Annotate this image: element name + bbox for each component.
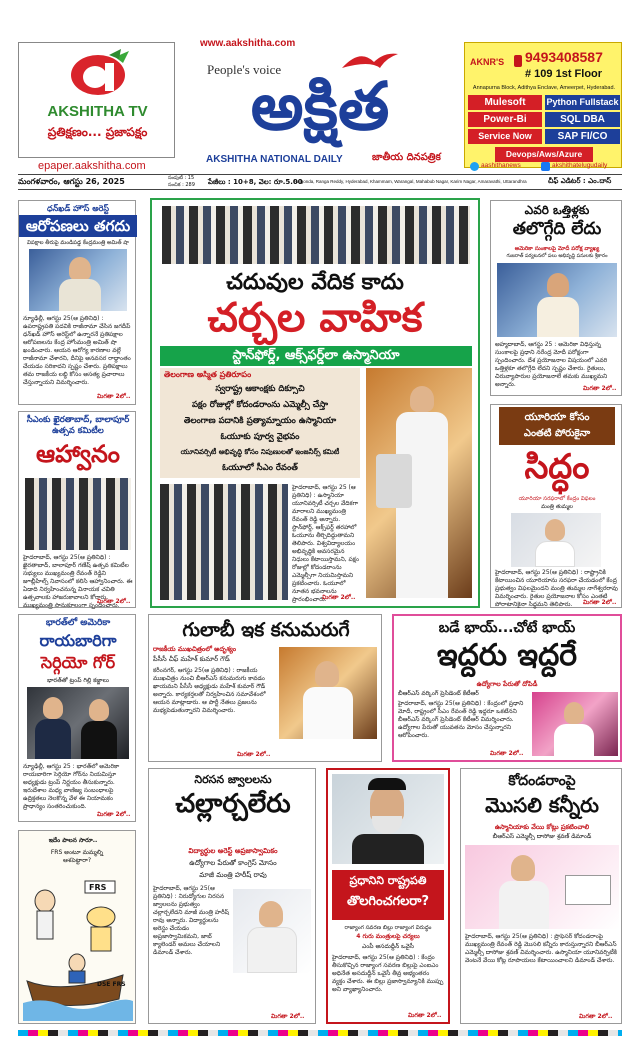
story-body: హైదరాబాద్, ఆగస్టు 25(ఆ ప్రతినిధి) : ప్రొఫెసర్ కోదండరాంపై ముఖ్యమంత్రి రేవంత్ రెడ్డి మొసలి కన్నీరు కారుస్తున్నారని బీఆర్ఎస్ ఎమ్మెల్సీ దాసోజు శ్రవణ్ విమర్శించారు. ఉస్మానియా యూనివర్సిటీకి వెంటనే వేయి కోట్ల రూపాయలు కేటాయించాలని డిమాండ్ చేశారు. bbox=[465, 933, 618, 964]
story-sub: గుజరాత్ పర్యటనలో పలు అభివృద్ధి పనులకు శ్రీకారం bbox=[506, 253, 608, 259]
cm-revanth-photo bbox=[366, 368, 472, 598]
bottom-left-story[interactable] bbox=[148, 768, 316, 1024]
story-sub: రాజకీయ ముఖచిత్రంలో అదృశ్యం bbox=[153, 645, 237, 653]
left-story-3[interactable] bbox=[18, 614, 136, 822]
ad-course-last: Devops/Aws/Azure bbox=[495, 147, 593, 162]
left-story-2[interactable] bbox=[18, 411, 136, 608]
bottom-right-story[interactable] bbox=[460, 768, 622, 1024]
course-ad[interactable] bbox=[464, 42, 622, 168]
continued-link[interactable]: మిగతా 2లో.. bbox=[322, 594, 356, 601]
story-kicker: ఎంతటి పోరుకైనా bbox=[523, 428, 591, 439]
story-kicker: ధన్‌ఖడ్ హౌస్ అరెస్ట్ bbox=[47, 204, 109, 213]
cartoon-drawing bbox=[23, 871, 133, 1021]
lead-point: యూనివర్సిటీ అభివృద్ధి కోసం నిపుణులతో ఇంజనీర్స్ కమిటీ bbox=[180, 448, 340, 456]
story-sub: భారత్‌తో ట్రంప్ గిల్లి కజ్జాలు bbox=[47, 677, 109, 684]
slogan: People's voice bbox=[207, 62, 282, 77]
story-sub: యూరియా సరఫరాలో కేంద్రం విఫలం bbox=[518, 496, 596, 502]
story-headline: ఆహ్వానం bbox=[36, 440, 120, 468]
owaisi-photo bbox=[332, 774, 444, 864]
ad-course: Mulesoft bbox=[468, 95, 542, 110]
story-body: న్యూఢిల్లీ, ఆగస్టు 25(ఆ ప్రతినిధి) : ఉపరాష్ట్రపతి పదవికి రాజీనామా చేసిన జగదీప్ ధన్‌ఖడ్ హౌస్ అరెస్ట్‌లో ఉన్నారనే ప్రతిపక్షాల ఆరోపణలను కేంద్ర హోంమంత్రి అమిత్ షా ఖండించారు. ఆయన ఆరోగ్య కారణాల వల్లే రాజీనామా చేశారని, దీనిపై అనవసర రాద్ధాంతం చేయడం సరికాదని స్పష్టం చేశారు. ప్రతిపక్షాలు తమ రాజకీయ లబ్ధి కోసం అసత్య ప్రచారాలు చేస్తున్నాయని విమర్శించారు. bbox=[23, 315, 131, 386]
continued-link[interactable]: మిగతా 2లో.. bbox=[237, 751, 271, 758]
sravan-photo bbox=[465, 845, 619, 929]
story-headline: తలొగ్గేది లేదు bbox=[512, 219, 602, 239]
story-body: హైదరాబాద్, ఆగస్టు 25(ఆ ప్రతినిధి) : ఖైరతాబాద్, బాలాపూర్ గణేష్ ఉత్సవ కమిటీల సభ్యులు ముఖ్యమంత్రి రేవంత్ రెడ్డిని జూబ్లీహిల్స్ నివాసంలో కలిసి ఆహ్వానించారు. ఈ ఏడాది నిర్వహించనున్న వినాయక చవితి ఉత్సవాలకు హాజరుకావాలని కోరారు. ముఖ్యమంత్రి సానుకూలంగా స్పందించారు. bbox=[23, 554, 133, 609]
story-sub: మంత్రి తుమ్మల bbox=[541, 504, 573, 510]
lead-point: తెలంగాణ పదానికి ప్రత్యామ్నాయం ఉస్మానియా bbox=[183, 416, 337, 426]
story-body: కరీంనగర్, ఆగస్టు 25(ఆ ప్రతినిధి) : రాజకీయ ముఖచిత్రం నుంచి బీఆర్ఎస్ కనుమరుగు కావడం ఖాయమని పీసీసీ అధ్యక్షుడు మహేశ్ కుమార్ గౌడ్ అన్నారు. కార్యకర్తలతో నిర్వహించిన సమావేశంలో ఆయన మాట్లాడారు. ఆ పార్టీ నేతలు ప్రజలను మభ్యపెడుతున్నారని విమర్శించారు. bbox=[153, 667, 266, 714]
ad-course: Python Fullstack bbox=[545, 95, 620, 110]
lead-points-box bbox=[160, 368, 360, 478]
continued-link[interactable]: మిగతా 2లో.. bbox=[583, 599, 617, 606]
story-headline: ఇద్దరు ఇద్దరే bbox=[436, 638, 578, 673]
lead-point: ఓయూకు పూర్వ వైభవం bbox=[220, 432, 300, 442]
bottom-mid-story[interactable] bbox=[326, 768, 450, 1024]
story-headline: సిద్ధం bbox=[524, 447, 590, 487]
story-sub: విద్యార్థుల అరెస్ట్ అప్రజాస్వామికం bbox=[188, 847, 278, 855]
lead-kicker: తెలంగాణ అస్మిత ప్రతిరూపం bbox=[164, 370, 252, 379]
tv-name: AKSHITHA TV bbox=[47, 103, 148, 120]
story-body: హైదరాబాద్, ఆగస్టు 25(ఆ ప్రతినిధి) : కేంద్రంలో ప్రధాని మోదీ, రాష్ట్రంలో సీఎం రేవంత్ రెడ్డి ఇద్దరూ ఒకటేనని బీఆర్ఎస్ వర్కింగ్ ప్రెసిడెంట్ కేటీఆర్ విమర్శించారు. ఉద్యోగాల పేరుతో యువతను మోసం చేస్తున్నారని ఆరోపించారు. bbox=[398, 700, 524, 739]
editor-name: చీఫ్ ఎడిటర్ : ఎం.దాస్ bbox=[548, 177, 612, 185]
mid-right-story[interactable] bbox=[392, 614, 622, 762]
story-body: హైదరాబాద్, ఆగస్టు 25(ఆ ప్రతినిధి) : నిరుద్యోగుల నిరసన జ్వాలలను ప్రభుత్వం చల్లార్చలేదని మాజీ మంత్రి హరీష్ రావు అన్నారు. విద్యార్థులను అరెస్టు చేయడం అప్రజాస్వామికమని, జాబ్ క్యాలెండర్ అమలు చేయాలని డిమాండ్ చేశారు. bbox=[153, 885, 229, 956]
continued-link[interactable]: మిగతా 2లో.. bbox=[408, 1012, 442, 1019]
info-bar bbox=[18, 174, 622, 190]
tv-logo-box bbox=[18, 42, 175, 158]
epaper-url[interactable]: epaper.aakshitha.com bbox=[38, 160, 146, 172]
cartoon-boat-label: DSE FRS bbox=[97, 981, 126, 988]
tummala-photo bbox=[511, 513, 601, 567]
story-headline: చల్లార్చలేరు bbox=[175, 789, 291, 819]
story-body: న్యూఢిల్లీ, ఆగస్టు 25 : భారత్‌లో అమెరికా రాయబారిగా సెర్గియో గోర్‌ను నియమిస్తూ అధ్యక్షుడు ట్రంప్ నిర్ణయం తీసుకున్నారు. ఇరుదేశాల మధ్య వాణిజ్య సంబంధాలపై ఉద్రిక్తతలు నెలకొన్న వేళ ఈ నియామకం ప్రాధాన్యం సంతరించుకుంది. bbox=[23, 763, 120, 810]
story-sub: 4 గురు మంత్రులపై చర్యలు bbox=[356, 933, 420, 940]
story-headline: ప్రధానిని రాష్ట్రపతి bbox=[349, 874, 427, 887]
paper-english-name: AKSHITHA NATIONAL DAILY bbox=[206, 154, 343, 165]
story-headline: మొసలి కన్నీరు bbox=[485, 793, 599, 817]
continued-link[interactable]: మిగతా 2లో.. bbox=[579, 1013, 613, 1020]
story-kicker: నిరసన జ్వాలలను bbox=[194, 773, 272, 786]
story-headline: రాయబారిగా bbox=[39, 631, 117, 650]
tv-logo-icon bbox=[63, 49, 133, 99]
website-url[interactable]: www.aakshitha.com bbox=[200, 38, 296, 49]
cartoon-bubble: ఇదేం పాలన సారూ.. bbox=[48, 837, 98, 844]
story-sub: పీసీసీ చీఫ్ మహేశ్ కుమార్ గౌడ్ bbox=[153, 655, 230, 663]
left-story-1[interactable] bbox=[18, 200, 136, 405]
story-sub: విపక్షాల తీరుపై మండిపడ్డ కేంద్రమంత్రి అమిత్ షా bbox=[27, 240, 129, 246]
story-kicker: బడే భాయ్...చోటే భాయ్ bbox=[438, 620, 576, 636]
story-kicker-badge bbox=[499, 407, 615, 445]
lead-point: ఓయూలో సీఎం రేవంత్ bbox=[222, 463, 298, 473]
story-kicker: యూరియా కోసం bbox=[524, 412, 590, 423]
story-kicker: సీఎంకు ఖైరతాబాద్, బాలాపూర్ ఉత్సవ కమిటీల bbox=[26, 415, 130, 436]
tv-tagline: ప్రతిక్షణం... ప్రజాపక్షం bbox=[47, 125, 148, 139]
story-sub: మాజీ మంత్రి హరీష్ రావు bbox=[199, 871, 267, 879]
story-kicker: భారత్‌లో అమెరికా bbox=[45, 618, 111, 628]
phone-icon bbox=[513, 52, 523, 64]
paper-telugu-sub: జాతీయ దినపత్రిక bbox=[372, 152, 441, 163]
lead-point: స్వరాష్ట్ర ఆకాంక్షకు దిక్సూచి bbox=[215, 384, 305, 394]
cartoon-box bbox=[18, 830, 136, 1024]
cartoon-bubble: FRS అంటూ మమ్మల్ని ఆశపెట్టారా? bbox=[50, 849, 104, 864]
story-headline: ఆరోపణలు తగదు bbox=[19, 215, 137, 237]
continued-link[interactable]: మిగతా 2లో.. bbox=[97, 598, 131, 605]
story-headline: సెర్గియో గోర్ bbox=[40, 653, 116, 672]
continued-link[interactable]: మిగతా 2లో.. bbox=[583, 385, 617, 392]
continued-link[interactable]: మిగతా 2లో.. bbox=[97, 393, 131, 400]
mid-left-story[interactable] bbox=[148, 614, 382, 762]
continued-link[interactable]: మిగతా 2లో.. bbox=[97, 811, 131, 818]
trump-gor-photo bbox=[27, 687, 129, 759]
lead-point: పక్షం రోజుల్లో కోదండరాంను ఎమ్మెల్సీ చేస్తా bbox=[191, 400, 329, 410]
story-sub: రాజ్యాంగ సవరణ బిల్లు రాజ్యాంగ విరుద్ధం bbox=[344, 925, 432, 931]
ad-course: Service Now bbox=[468, 129, 542, 144]
volume-no: సంపుటి : 15 bbox=[168, 175, 195, 181]
story-sub: ఉస్మానియాకు వేయి కోట్లు ప్రకటించాలి bbox=[494, 823, 590, 831]
story-sub: ఉద్యోగాల పేరుతో కాంగ్రెస్ మోసం bbox=[189, 859, 277, 867]
story-body: అహ్మదాబాద్, ఆగస్టు 25 : అమెరికా విధిస్తున్న సుంకాలపై ప్రధాని నరేంద్ర మోదీ పరోక్షంగా స్పందించారు. దేశ ప్రయోజనాల విషయంలో ఎవరి ఒత్తిళ్లకూ తలొగ్గేది లేదని స్పష్టం చేశారు. రైతులు, చిరువ్యాపారుల ప్రయోజనాలే తమకు ముఖ్యమని అన్నారు. bbox=[495, 341, 608, 388]
continued-link[interactable]: మిగతా 2లో.. bbox=[490, 750, 524, 757]
issue-date: మంగళవారం, ఆగస్టు 26, 2025 bbox=[18, 177, 125, 186]
lead-headline-large: చర్చల వాహిక bbox=[207, 295, 423, 341]
color-strip bbox=[18, 1030, 622, 1036]
right-story-2[interactable] bbox=[490, 404, 622, 608]
story-headline: తొలగించగలరా? bbox=[346, 894, 430, 909]
twitter-icon[interactable] bbox=[470, 162, 479, 171]
lead-banner: స్టాన్‌ఫోర్డ్, ఆక్స్‌ఫర్డ్‌లా ఉస్మానియా bbox=[160, 346, 472, 366]
pages-price: పేజీలు : 10+8, వెల: రూ.5.00 bbox=[208, 178, 303, 186]
story-sub: ఉద్యోగాల పేరుతో దోపిడీ bbox=[476, 680, 538, 688]
facebook-handle[interactable]: akshithatelugudaily bbox=[552, 162, 608, 169]
issue-no: సంచిక : 289 bbox=[168, 182, 195, 188]
story-sub: ఎంపీ అసదుద్దీన్ ఒవైసీ bbox=[361, 943, 415, 950]
lead-headline-small: చదువుల వేదిక కాదు bbox=[226, 270, 404, 295]
story-sub: బీఆర్ఎస్ వర్కింగ్ ప్రెసిడెంట్ కేటీఆర్ bbox=[398, 690, 479, 697]
ad-address2: Annapurna Block, Adithya Enclave, Ameerpet, Hyderabad. bbox=[472, 85, 616, 91]
lead-top-photo bbox=[162, 206, 470, 264]
story-headline-box bbox=[332, 870, 444, 920]
modi-photo bbox=[497, 263, 617, 337]
story-sub: బీఆర్ఎస్ ఎమ్మెల్సీ దాసోజు శ్రవణ్ డిమాండ్ bbox=[492, 833, 592, 840]
ad-brand: AKNR'S bbox=[470, 57, 505, 67]
ad-course: SQL DBA bbox=[545, 112, 620, 127]
right-story-1[interactable] bbox=[490, 200, 622, 396]
story-sub: అమెరికా సుంకాలపై మోదీ పరోక్ష వ్యాఖ్య bbox=[514, 246, 600, 252]
story-kicker: ఎవరి ఒత్తిళ్లకు bbox=[524, 203, 590, 217]
ad-phone: 9493408587 bbox=[525, 49, 603, 65]
cartoon-sign: FRS bbox=[89, 883, 107, 892]
ganesh-committee-photo bbox=[25, 478, 131, 550]
lead-event-photo bbox=[160, 484, 288, 600]
lead-body: హైదరాబాద్, ఆగస్టు 25 (ఆ ప్రతినిధి) : ఉస్మానియా యూనివర్సిటీ చర్చల వేదికగా మారాలని ముఖ్యమంత్రి రేవంత్ రెడ్డి అన్నారు. స్టాన్‌ఫోర్డ్, ఆక్స్‌ఫర్డ్ తరహాలో ఓయూను తీర్చిదిద్దుతామని తెలిపారు. విశ్వవిద్యాలయం అభివృద్ధికి అవసరమైన నిధులు కేటాయిస్తామని, పక్షం రోజుల్లో కోదండరాంను ఎమ్మెల్సీగా నియమిస్తామని ప్రకటించారు. ఓయూలో నూతన భవనాలను ప్రారంభించారు. bbox=[292, 484, 359, 603]
story-kicker: కోదండరాంపై bbox=[508, 773, 576, 789]
paper-logo: అక్షిత bbox=[250, 68, 390, 145]
ad-course: Power-Bi bbox=[468, 112, 542, 127]
twitter-handle[interactable]: aashithanews bbox=[481, 162, 521, 169]
ktr-photo bbox=[532, 692, 618, 756]
editions: Nalgonda, Ranga Reddy, Hyderabad, Khammam, Warangal, Mahabub Nagar, Karim Nagar, Amaravathi, Uttarandhra bbox=[294, 179, 527, 184]
harish-rao-photo bbox=[233, 889, 311, 973]
mahesh-goud-photo bbox=[279, 647, 377, 739]
facebook-icon[interactable] bbox=[541, 162, 550, 171]
story-body: హైదరాబాద్, ఆగస్టు 25(ఆ ప్రతినిధి) : రాష్ట్రానికి కేటాయించిన యూరియాను సరఫరా చేయడంలో కేంద్ర ప్రభుత్వం విఫలమైందని మంత్రి తుమ్మల నాగేశ్వరరావు విమర్శించారు. రైతుల ప్రయోజనాల కోసం ఎంతటి పోరాటానికైనా సిద్ధమని తెలిపారు. bbox=[495, 569, 618, 608]
lead-story[interactable] bbox=[150, 198, 480, 608]
amit-shah-photo bbox=[29, 249, 127, 311]
ad-address1: # 109 1st Floor bbox=[525, 68, 603, 80]
story-body: హైదరాబాద్, ఆగస్టు 25(ఆ ప్రతినిధి) : కేంద్రం తీసుకొచ్చిన రాజ్యాంగ సవరణ బిల్లుపై ఎంఐఎం అధినేత అసదుద్దీన్ ఒవైసీ తీవ్ర అభ్యంతరం వ్యక్తం చేశారు. ఈ బిల్లు ప్రజాస్వామ్యానికి ముప్పు అని వ్యాఖ్యానించారు. bbox=[332, 954, 444, 993]
ad-course: SAP FI/CO bbox=[545, 129, 620, 144]
story-headline: గులాబీ ఇక కనుమరుగే bbox=[182, 619, 350, 641]
continued-link[interactable]: మిగతా 2లో.. bbox=[271, 1013, 305, 1020]
